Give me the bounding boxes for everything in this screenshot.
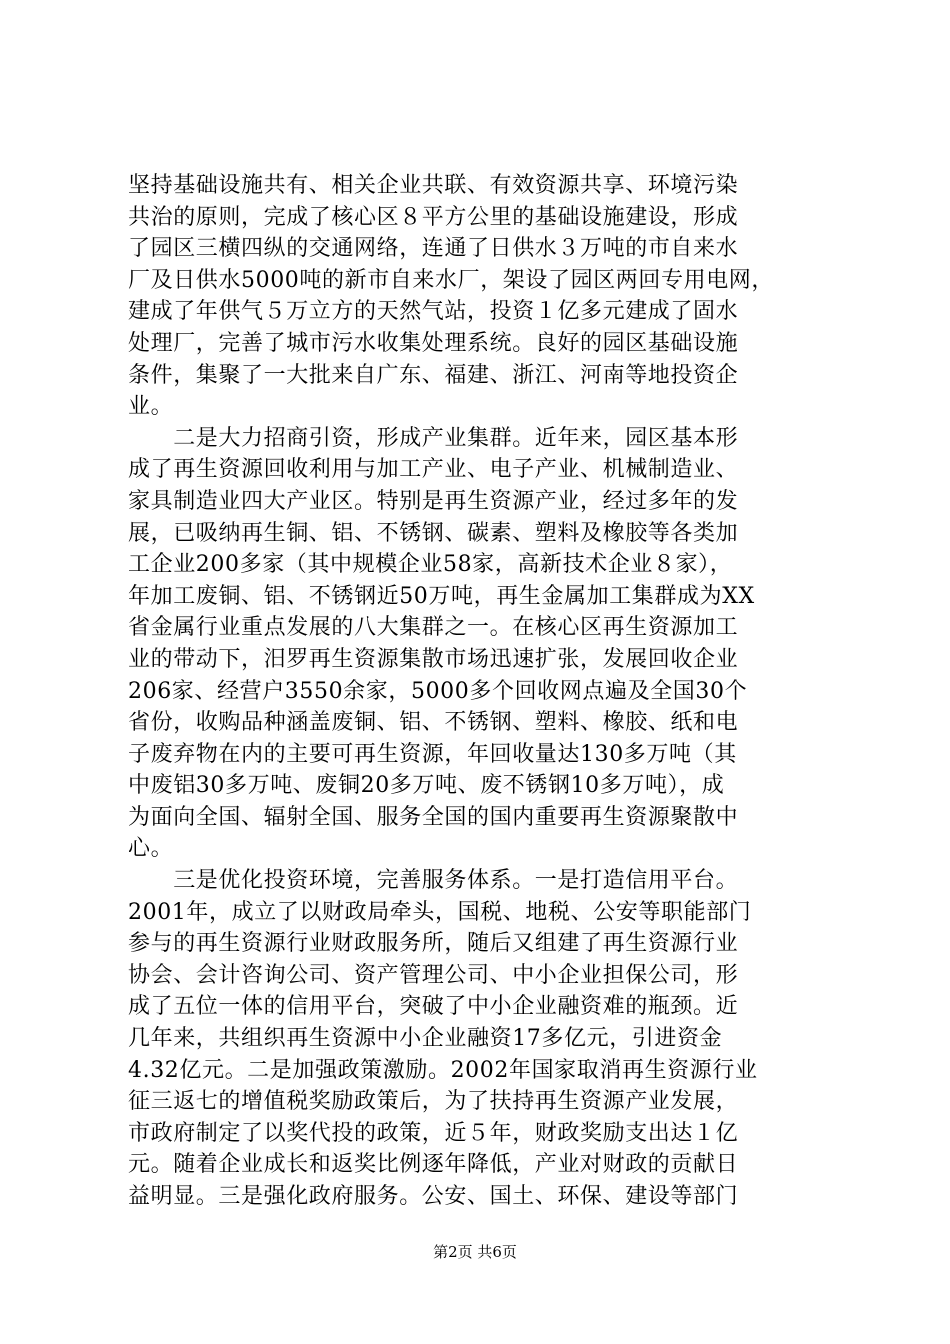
text-line: 展，已吸纳再生铜、铝、不锈钢、碳素、塑料及橡胶等各类加 xyxy=(128,520,739,546)
text-line: 家具制造业四大产业区。特别是再生资源产业，经过多年的发 xyxy=(128,488,739,514)
text-line: 益明显。三是强化政府服务。公安、国土、环保、建设等部门 xyxy=(128,1184,739,1209)
text-line: 省份，收购品种涵盖废铜、铝、不锈钢、塑料、橡胶、纸和电 xyxy=(128,710,739,736)
text-line: 元。随着企业成长和返奖比例逐年降低，产业对财政的贡献日 xyxy=(128,1152,739,1178)
text-line: 206家、经营户3550余家，5000多个回收网点遍及全国30个 xyxy=(128,678,748,704)
text-line: 业。 xyxy=(128,394,174,420)
page-footer: 第2页 共6页 xyxy=(433,1243,517,1261)
text-line: 了园区三横四纵的交通网络，连通了日供水３万吨的市自来水 xyxy=(128,236,739,262)
document-body xyxy=(128,170,838,1213)
text-line: 市政府制定了以奖代投的政策，近５年，财政奖励支出达１亿 xyxy=(128,1120,739,1146)
text-line: 参与的再生资源行业财政服务所，随后又组建了再生资源行业 xyxy=(128,931,739,957)
text-line: 2001年，成立了以财政局牵头，国税、地税、公安等职能部门 xyxy=(128,899,752,925)
text-line: 厂及日供水5000吨的新市自来水厂，架设了园区两回专用电网， xyxy=(128,267,774,293)
text-line: 坚持基础设施共有、相关企业共联、有效资源共享、环境污染 xyxy=(128,173,739,198)
text-line: 建成了年供气５万立方的天然气站，投资１亿多元建成了固水 xyxy=(128,299,739,325)
text-line: 年加工废铜、铝、不锈钢近50万吨，再生金属加工集群成为XX xyxy=(128,583,755,609)
text-line: 4.32亿元。二是加强政策激励。2002年国家取消再生资源行业 xyxy=(128,1057,758,1083)
text-line: 成了再生资源回收利用与加工产业、电子产业、机械制造业、 xyxy=(128,457,739,483)
text-line: 业的带动下，汨罗再生资源集散市场迅速扩张，发展回收企业 xyxy=(128,646,739,672)
text-line: 省金属行业重点发展的八大集群之一。在核心区再生资源加工 xyxy=(128,615,739,641)
text-line: 三是优化投资环境，完善服务体系。一是打造信用平台。 xyxy=(128,868,739,894)
text-line: 征三返七的增值税奖励政策后，为了扶持再生资源产业发展， xyxy=(128,1089,739,1115)
text-line: 成了五位一体的信用平台，突破了中小企业融资难的瓶颈。近 xyxy=(128,994,739,1020)
text-line: 心。 xyxy=(128,836,174,862)
text-line: 几年来，共组织再生资源中小企业融资17多亿元，引进资金 xyxy=(128,1026,723,1052)
text-line: 协会、会计咨询公司、资产管理公司、中小企业担保公司，形 xyxy=(128,962,739,988)
text-line: 子废弃物在内的主要可再生资源，年回收量达130多万吨（其 xyxy=(128,741,737,767)
text-line: 处理厂，完善了城市污水收集处理系统。良好的园区基础设施 xyxy=(128,330,739,356)
text-line: 中废铝30多万吨、废铜20多万吨、废不锈钢10多万吨），成 xyxy=(128,773,725,799)
text-line: 二是大力招商引资，形成产业集群。近年来，园区基本形 xyxy=(128,425,739,451)
text-line: 条件，集聚了一大批来自广东、福建、浙江、河南等地投资企 xyxy=(128,362,739,388)
text-line: 工企业200多家（其中规模企业58家，高新技术企业８家）， xyxy=(128,552,733,578)
text-line: 为面向全国、辐射全国、服务全国的国内重要再生资源聚散中 xyxy=(128,804,739,830)
text-line: 共治的原则，完成了核心区８平方公里的基础设施建设，形成 xyxy=(128,204,739,230)
